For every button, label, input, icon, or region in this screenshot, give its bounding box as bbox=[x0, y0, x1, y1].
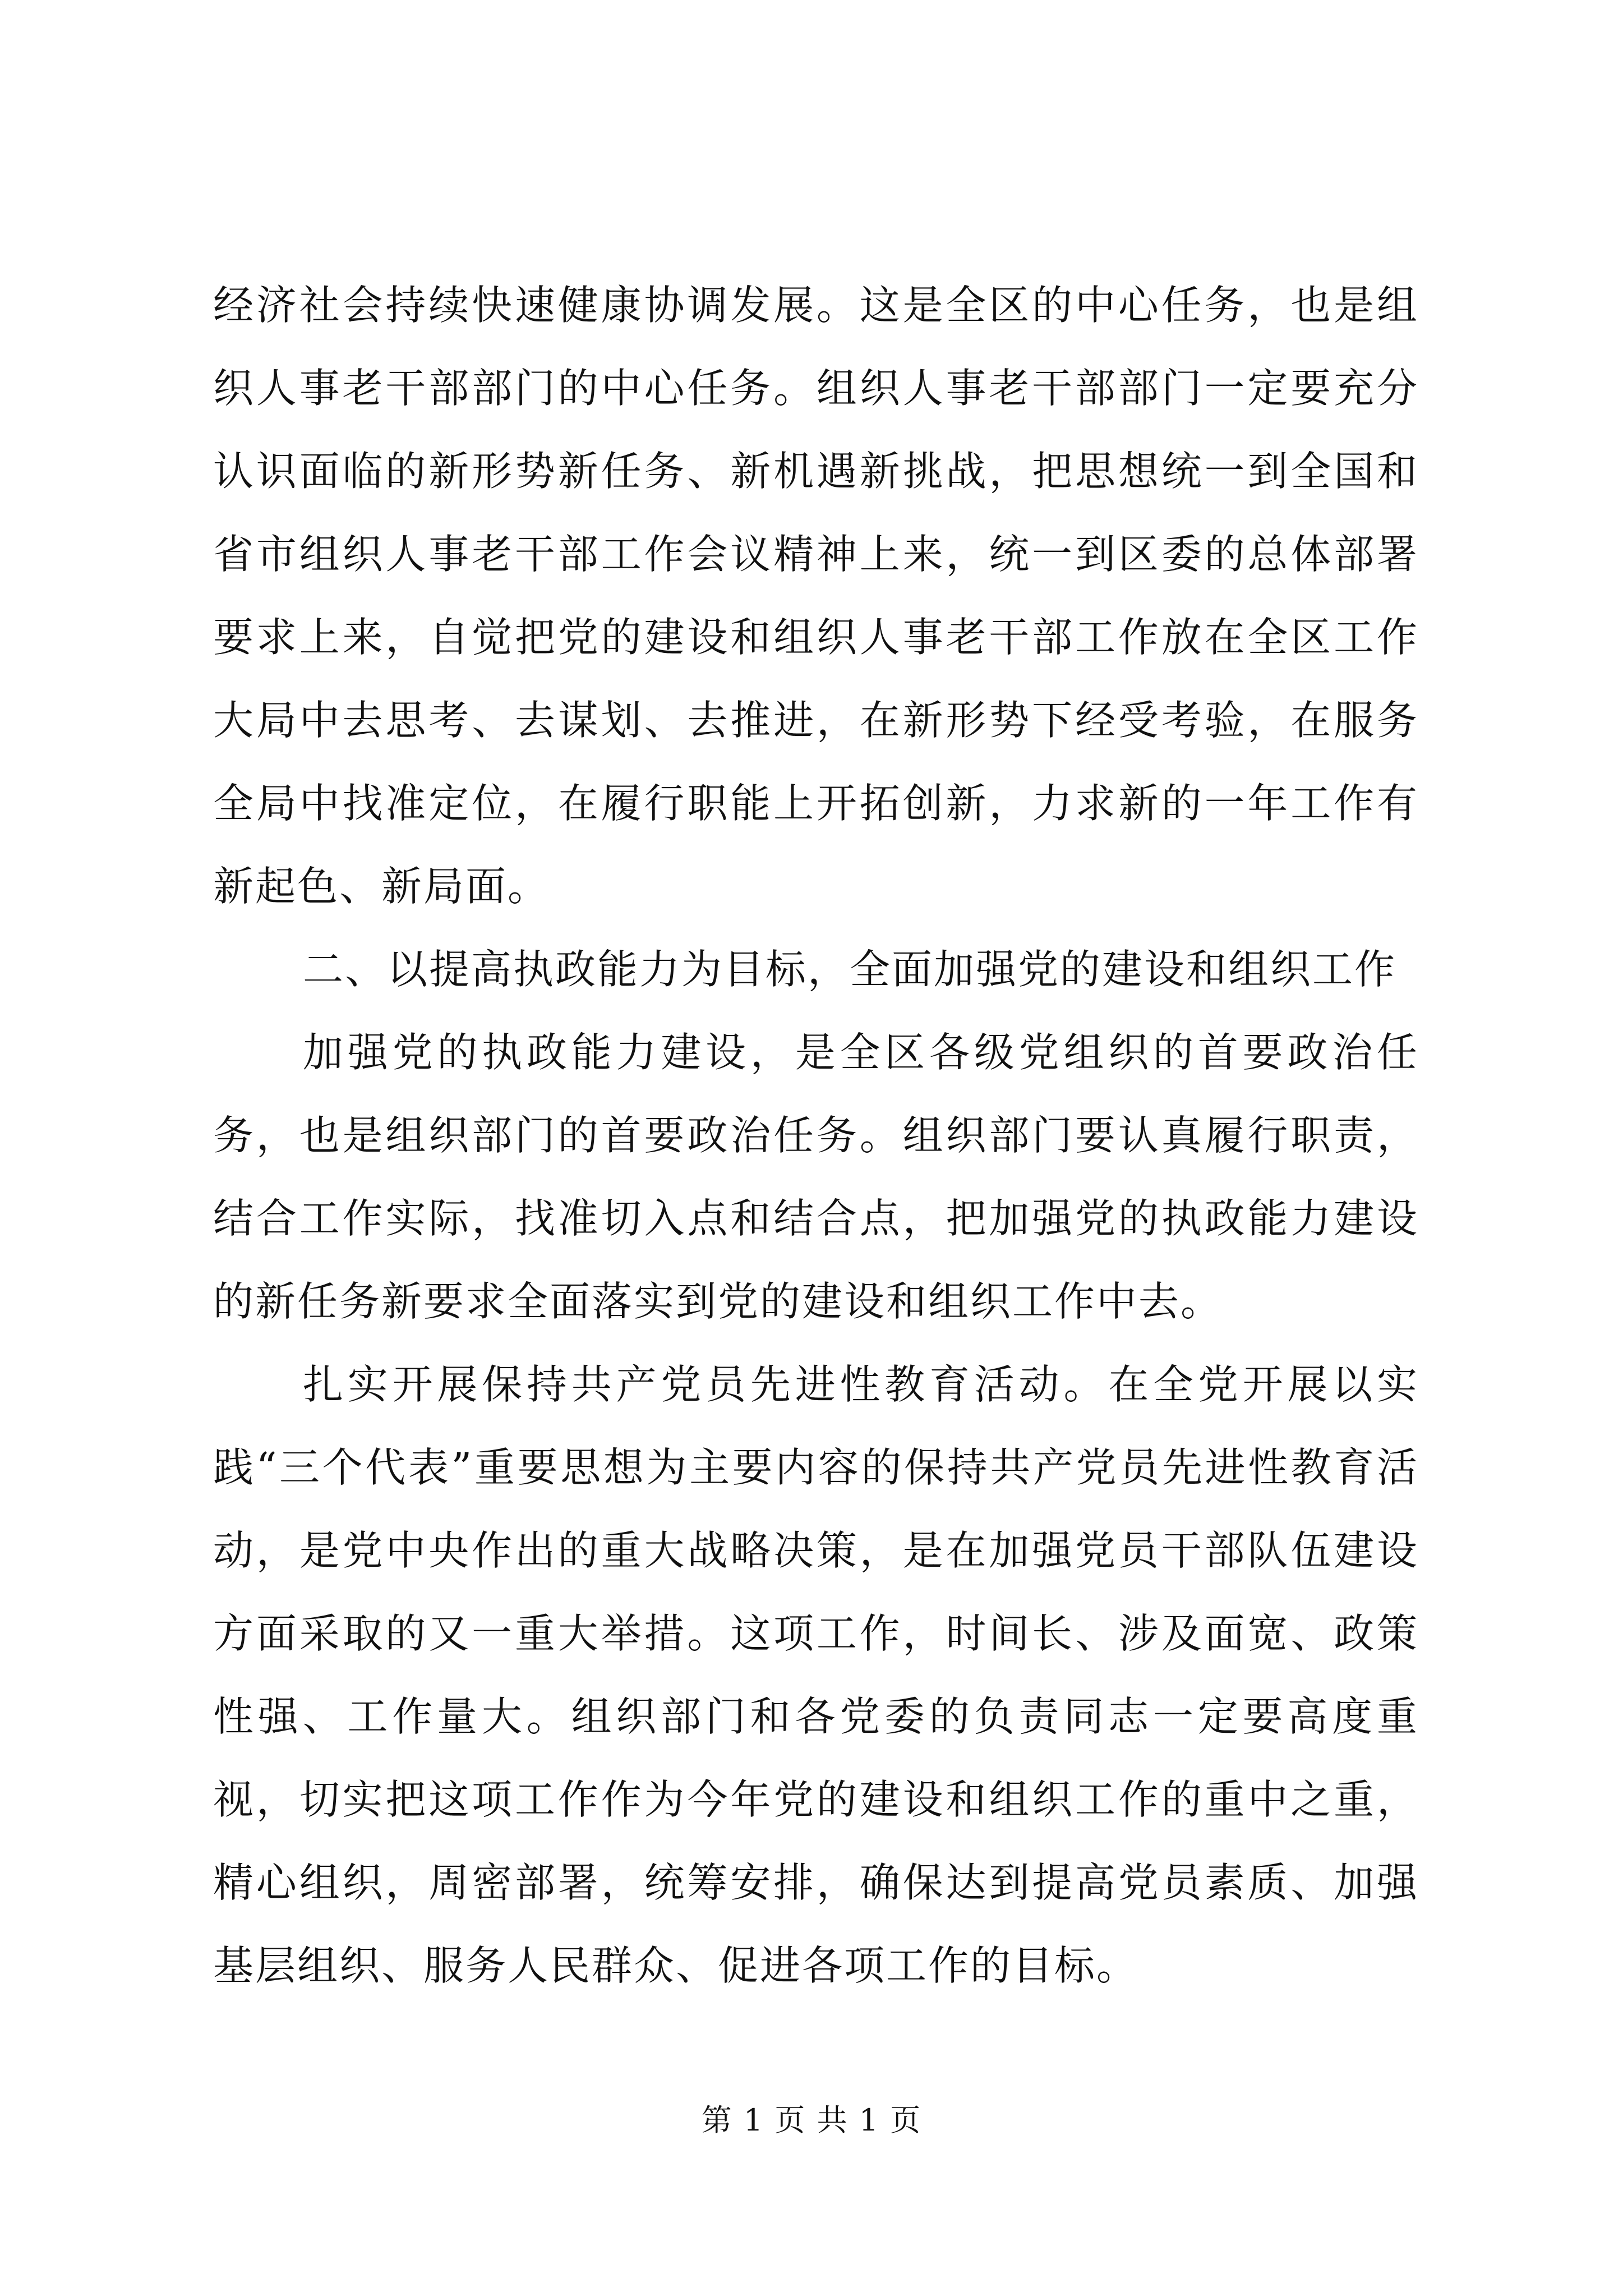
document-body bbox=[213, 264, 1419, 2007]
page-number-indicator: 第 1 页 共 1 页 bbox=[701, 2102, 922, 2138]
paragraph: 加强党的执政能力建设，是全区各级党组织的首要政治任务，也是组织部门的首要政治任务。组织部门要认真履行职责，结合工作实际，找准切入点和结合点，把加强党的执政能力建设的新任务新要求全面落实到党的建设和组织工作中去。 bbox=[213, 1029, 1419, 1325]
paragraph: 扎实开展保持共产党员先进性教育活动。在全党开展以实践“三个代表”重要思想为主要内容的保持共产党员先进性教育活动，是党中央作出的重大战略决策，是在加强党员干部队伍建设方面采取的又一重大举措。这项工作，时间长、涉及面宽、政策性强、工作量大。组织部门和各党委的负责同志一定要高度重视，切实把这项工作作为今年党的建设和组织工作的重中之重，精心组织，周密部署，统筹安排，确保达到提高党员素质、加强基层组织、服务人民群众、促进各项工作的目标。 bbox=[213, 1361, 1419, 1989]
paragraph-continued: 经济社会持续快速健康协调发展。这是全区的中心任务，也是组织人事老干部部门的中心任务。组织人事老干部部门一定要充分认识面临的新形势新任务、新机遇新挑战，把思想统一到全国和省市组织人事老干部工作会议精神上来，统一到区委的总体部署要求上来，自觉把党的建设和组织人事老干部工作放在全区工作大局中去思考、去谋划、去推进，在新形势下经受考验，在服务全局中找准定位，在履行职能上开拓创新，力求新的一年工作有新起色、新局面。 bbox=[213, 282, 1419, 910]
page-footer bbox=[0, 2098, 1623, 2143]
section-heading: 二、以提高执政能力为目标，全面加强党的建设和组织工作 bbox=[303, 946, 1397, 993]
